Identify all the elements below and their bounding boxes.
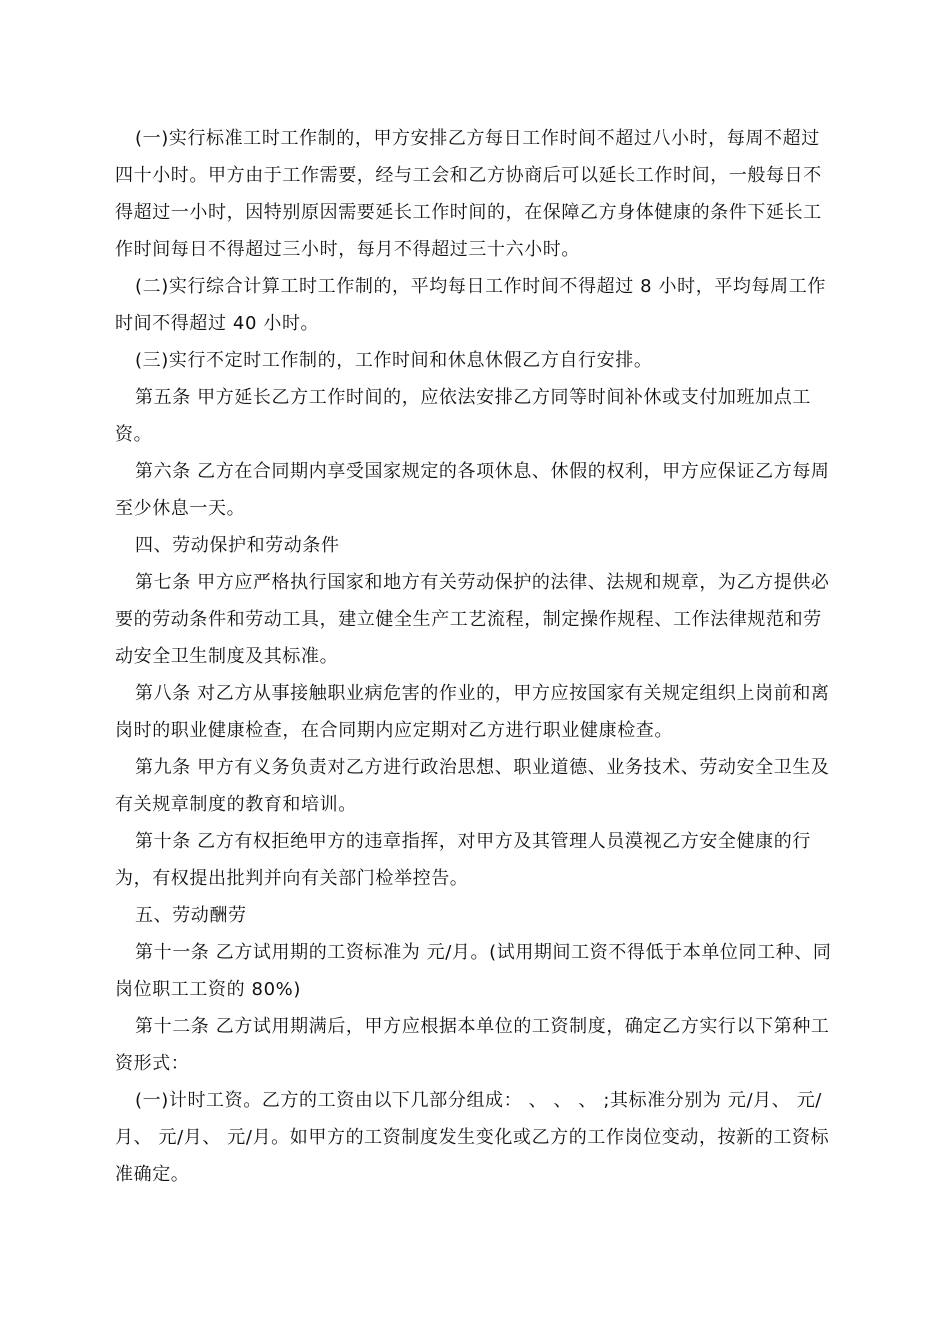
article-11: 第十一条 乙方试用期的工资标准为 元/月。(试用期间工资不得低于本单位同工种、同岗位职工工资的 80%): [115, 942, 832, 1000]
article-7: 第七条 甲方应严格执行国家和地方有关劳动保护的法律、法规和规章，为乙方提供必要的劳动条件和劳动工具，建立健全生产工艺流程，制定操作规程、工作法律规范和劳动安全卫生制度及其标准。: [115, 572, 830, 667]
article-8: 第八条 对乙方从事接触职业病危害的作业的，甲方应按国家有关规定组织上岗前和离岗时的职业健康检查，在合同期内应定期对乙方进行职业健康检查。: [115, 683, 830, 741]
article-12: 第十二条 乙方试用期满后，甲方应根据本单位的工资制度，确定乙方实行以下第种工资形式：: [115, 1016, 830, 1074]
article-5: 第五条 甲方延长乙方工作时间的，应依法安排乙方同等时间补休或支付加班加点工资。: [115, 387, 811, 445]
article-9: 第九条 甲方有义务负责对乙方进行政治思想、职业道德、业务技术、劳动安全卫生及有关规章制度的教育和培训。: [115, 757, 830, 815]
paragraph-standard-hours: (一)实行标准工时工作制的，甲方安排乙方每日工作时间不超过八小时，每周不超过四十小时。甲方由于工作需要，经与工会和乙方协商后可以延长工作时间，一般每日不得超过一小时，因特别原因需要延长工作时间的，在保障乙方身体健康的条件下延长工作时间每日不得超过三小时，每月不得超过三十六小时。: [115, 128, 822, 260]
article-10: 第十条 乙方有权拒绝甲方的违章指挥，对甲方及其管理人员漠视乙方安全健康的行为，有权提出批判并向有关部门检举控告。: [115, 831, 811, 889]
paragraph-flexible-hours: (三)实行不定时工作制的，工作时间和休息休假乙方自行安排。: [135, 350, 653, 371]
paragraph-hourly-wage: (一)计时工资。乙方的工资由以下几部分组成： 、 、 、 ;其标准分别为 元/月、 元/月、 元/月、 元/月。如甲方的工资制度发生变化或乙方的工作岗位变动，按新的工资标准确定。: [115, 1090, 830, 1185]
section-heading-remuneration: 五、劳动酬劳: [135, 905, 247, 926]
article-6: 第六条 乙方在合同期内享受国家规定的各项休息、休假的权利，甲方应保证乙方每周至少休息一天。: [115, 461, 830, 519]
document-body: [115, 120, 837, 1193]
section-heading-labor-protection: 四、劳动保护和劳动条件: [135, 535, 340, 556]
paragraph-comprehensive-hours: (二)实行综合计算工时工作制的，平均每日工作时间不得超过 8 小时，平均每周工作时间不得超过 40 小时。: [115, 276, 826, 334]
